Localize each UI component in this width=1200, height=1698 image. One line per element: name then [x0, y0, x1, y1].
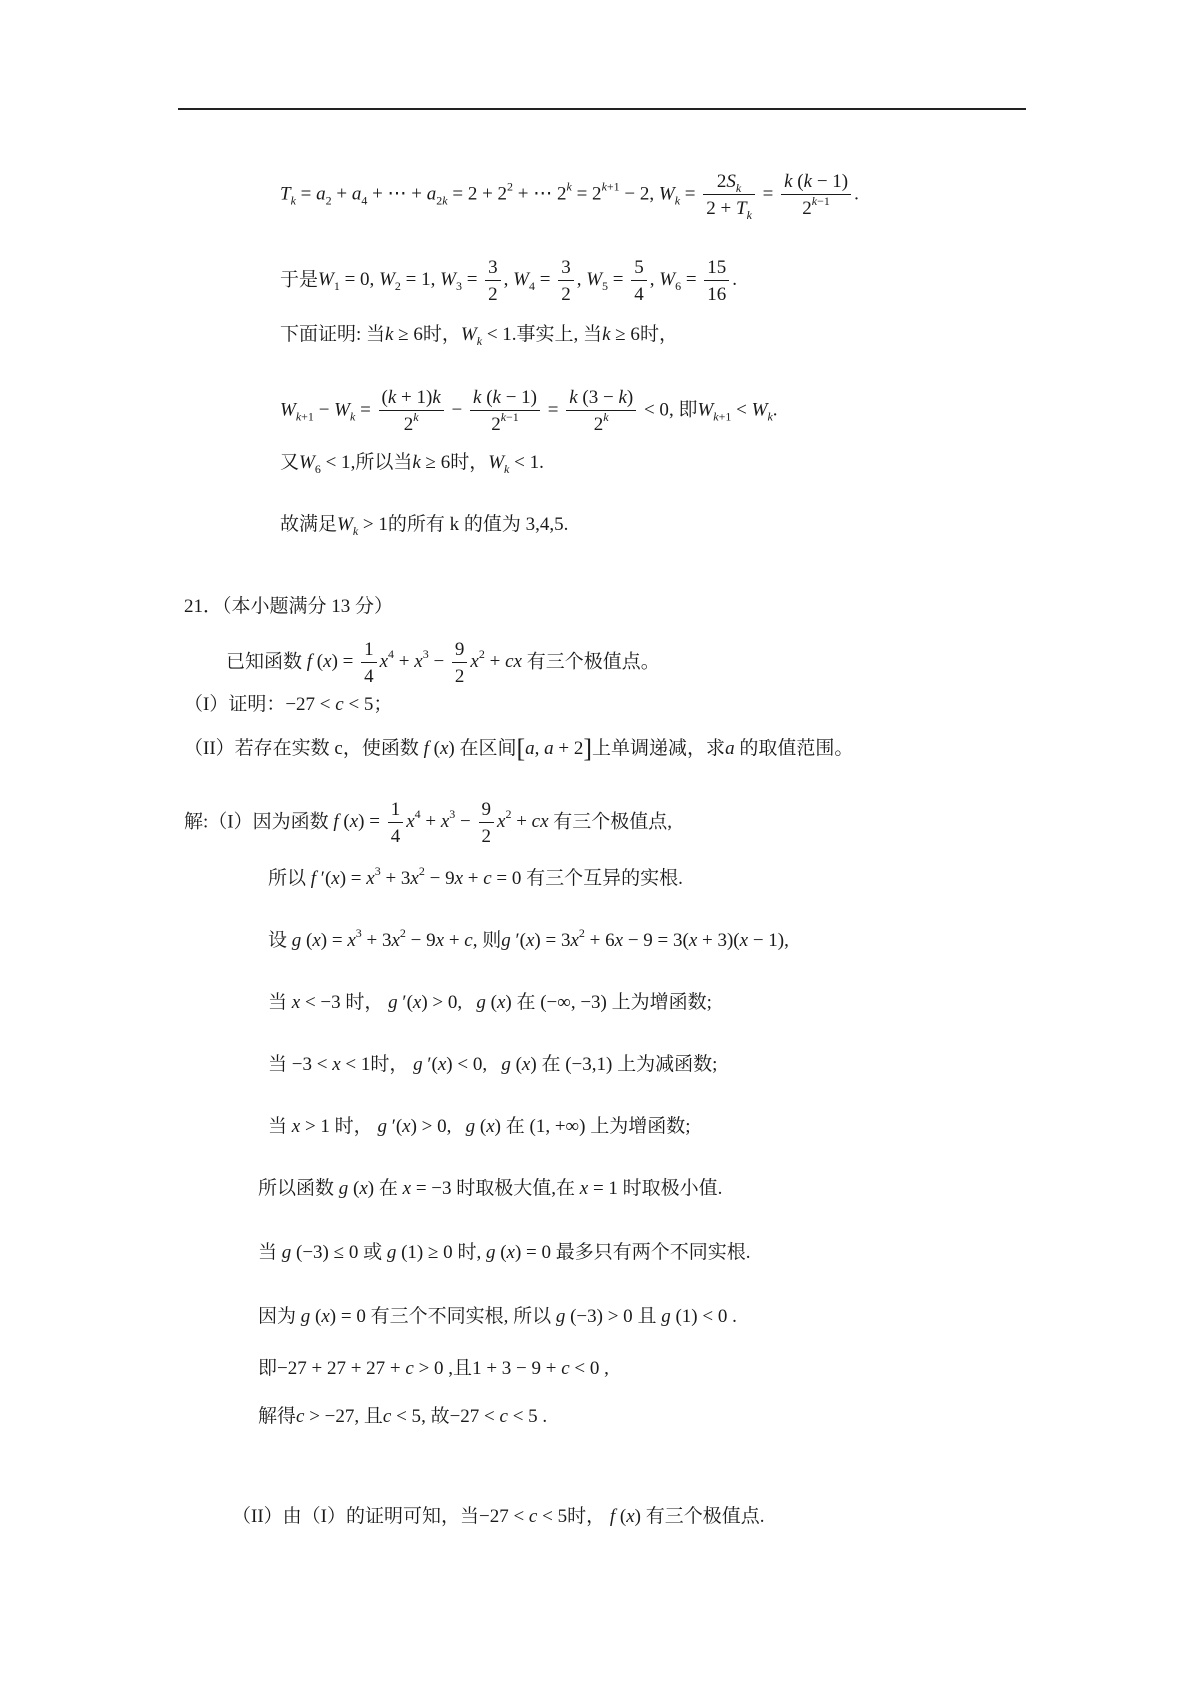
- text-seg: 即: [258, 1358, 278, 1379]
- text-seg: ,且: [448, 1358, 473, 1379]
- answer-step-8: 因为 g (x) = 0 有三个不同实根, 所以 g (−3) > 0 且 g (1) < 0 .: [258, 1306, 737, 1327]
- text-seg: 解得: [258, 1406, 297, 1427]
- w-values-line: 于是$W_1 = 0$, $W_2 = 1$, $W_3$ = $\frac{3}{2}$ , $W_4$ = $\frac{3}{2}$ , $W_5$ = $\frac{5}{4}$ , $W_6$ = $\frac{15}{16}$ .: [280, 257, 738, 305]
- text-seg: , 故: [421, 1406, 450, 1427]
- answer-step-10: 解得c > −27, 且c < 5, 故−27 < c < 5 .: [258, 1406, 548, 1427]
- text-seg: 上为增函数;: [611, 992, 712, 1013]
- answer-step-3: 当 x < −3 时， g ′(x) > 0, g (x) 在 (−∞, −3) 上为增函数;: [268, 992, 712, 1013]
- text-seg: 的所有 k 的值为 3,4,5.: [387, 514, 569, 535]
- text-seg: , 且: [354, 1406, 383, 1427]
- text-seg: 设: [268, 930, 288, 951]
- answer-step-7: 当 g (−3) ≤ 0 或 g (1) ≥ 0 时, g (x) = 0 最多只有两个不同实根.: [258, 1242, 751, 1263]
- text-seg: 时，: [639, 324, 678, 345]
- proof-claim-line: 下面证明: 当k ≥ 6时，$W_k < 1$.事实上, 当k ≥ 6时，: [280, 324, 678, 348]
- text-seg: ,所以当: [350, 452, 413, 473]
- header-rule: [178, 108, 1026, 110]
- answer-step-1: 所以 f $'(x) = x^3 + 3x^2 - 9x + c = 0$ 有三个互异的实根.: [268, 864, 683, 889]
- text-seg: 时，: [422, 324, 461, 345]
- problem-21-part1: （I）证明：−27 < c < 5；: [184, 694, 393, 715]
- text-seg: 在: [516, 992, 536, 1013]
- answer-step-9: 即−27 + 27 + 27 + c > 0 ,且1 + 3 − 9 + c < 0 ,: [258, 1358, 609, 1379]
- text-seg: （II）由（I）的证明可知，当: [232, 1506, 479, 1527]
- text-seg: 当: [268, 1116, 288, 1137]
- text-seg: 又: [280, 452, 300, 473]
- difference-formula: $W_{k+1} - W_k$ = $\frac{(k + 1)k}{2^k}$ − $\frac{k (k - 1)}{2^{k-1}}$ = $\frac{k (3 - k)}{2^k}$ < 0, 即$W_{k+1} < W_k$.: [280, 387, 778, 435]
- text-seg: 时，: [370, 1054, 409, 1075]
- text-seg: 时，: [334, 1116, 373, 1137]
- text-seg: 当: [258, 1242, 278, 1263]
- text-seg: , 即: [668, 399, 698, 421]
- text-seg: 上为增函数;: [590, 1116, 691, 1137]
- problem-21-header: 21．（本小题满分 13 分）: [184, 596, 394, 617]
- text-seg: 在: [505, 1116, 525, 1137]
- text-seg: 时，: [345, 992, 384, 1013]
- formula-tk-wk: $T_k = a_2 + a_4$ + ⋯ + $a_{2k} = 2 + 2^2$ + ⋯ $2^k = 2^{k+1} - 2$, $W_k$ = $\frac{2S_k}{2 + T_k}$ = $\frac{k (k - 1)}{2^{k-1}}$ .: [280, 171, 859, 222]
- text-seg: 下面证明: 当: [280, 324, 386, 345]
- text-seg: 已知函数: [226, 651, 303, 673]
- text-seg: 在: [378, 1178, 398, 1199]
- text-seg: 因为: [258, 1306, 297, 1327]
- answer-step-6: 所以函数 g (x) 在 x = −3 时取极大值,在 x = 1 时取极小值.: [258, 1178, 723, 1199]
- problem-21-stem: 已知函数 f (x) = $\frac{1}{4}$ $x^4 + x^3$ − $\frac{9}{2}$ $x^2$ + cx 有三个极值点。: [226, 639, 660, 687]
- answer-part2: （II）由（I）的证明可知，当−27 < c < 5时， f (x) 有三个极值点.: [232, 1506, 765, 1527]
- conclusion-line: 故满足$W_k > 1$的所有 k 的值为 3,4,5.: [280, 514, 569, 538]
- w6-line: 又$W_6 < 1$,所以当k ≥ 6时，$W_k < 1$.: [280, 452, 544, 476]
- text-seg: 所以: [268, 868, 307, 889]
- text-seg: 故满足: [280, 514, 338, 535]
- text-seg: 有三个互异的实根.: [526, 868, 683, 889]
- text-seg: 时,: [457, 1242, 482, 1263]
- text-seg: 最多只有两个不同实根.: [555, 1242, 751, 1263]
- text-seg: 时取极大值,在: [456, 1178, 576, 1199]
- text-seg: （I）证明：: [184, 694, 286, 715]
- text-seg: , 则: [472, 930, 502, 951]
- text-seg: 在: [541, 1054, 561, 1075]
- text-seg: 时，: [567, 1506, 606, 1527]
- text-seg: 的取值范围。: [739, 738, 854, 759]
- text-seg: 当: [268, 992, 288, 1013]
- answer-step-4: 当 −3 < x < 1时， g ′(x) < 0, g (x) 在 (−3,1) 上为减函数;: [268, 1054, 718, 1075]
- text-seg: 且: [637, 1306, 657, 1327]
- answer-step-2: 设 g $(x) = x^3 + 3x^2 - 9x + c$, 则g $'(x) = 3x^2 + 6x - 9 = 3(x + 3)(x - 1)$,: [268, 926, 789, 951]
- text-seg: 当: [268, 1054, 288, 1075]
- text-seg: 上为减函数;: [617, 1054, 718, 1075]
- text-seg: 上单调递减，求: [592, 738, 726, 759]
- text-seg: 有三个极值点。: [526, 651, 660, 673]
- text-seg: ；: [373, 694, 393, 715]
- text-seg: 有三个极值点.: [645, 1506, 765, 1527]
- text-seg: 时，: [450, 452, 489, 473]
- text-seg: 有三个不同实根, 所以: [370, 1306, 552, 1327]
- answer-intro: 解:（I）因为函数 f (x) = $\frac{1}{4}$ $x^4 + x^3$ − $\frac{9}{2}$ $x^2$ + cx 有三个极值点,: [184, 799, 673, 847]
- text-seg: 解:（I）因为函数: [184, 811, 329, 833]
- text-seg: .事实上, 当: [511, 324, 603, 345]
- text-seg: 时取极小值.: [622, 1178, 723, 1199]
- text-seg: （II）若存在实数 c，使函数: [184, 738, 419, 759]
- answer-step-5: 当 x > 1 时， g ′(x) > 0, g (x) 在 (1, +∞) 上为增函数;: [268, 1116, 691, 1137]
- text-seg: 有三个极值点,: [553, 811, 673, 833]
- text-seg: 在区间: [459, 738, 517, 759]
- problem-21-part2: （II）若存在实数 c，使函数 f (x) 在区间[a, a + 2]上单调递减，求a 的取值范围。: [184, 734, 854, 763]
- text-seg: 或: [363, 1242, 383, 1263]
- text-seg: 所以函数: [258, 1178, 335, 1199]
- w-values-prefix: 于是: [280, 269, 319, 291]
